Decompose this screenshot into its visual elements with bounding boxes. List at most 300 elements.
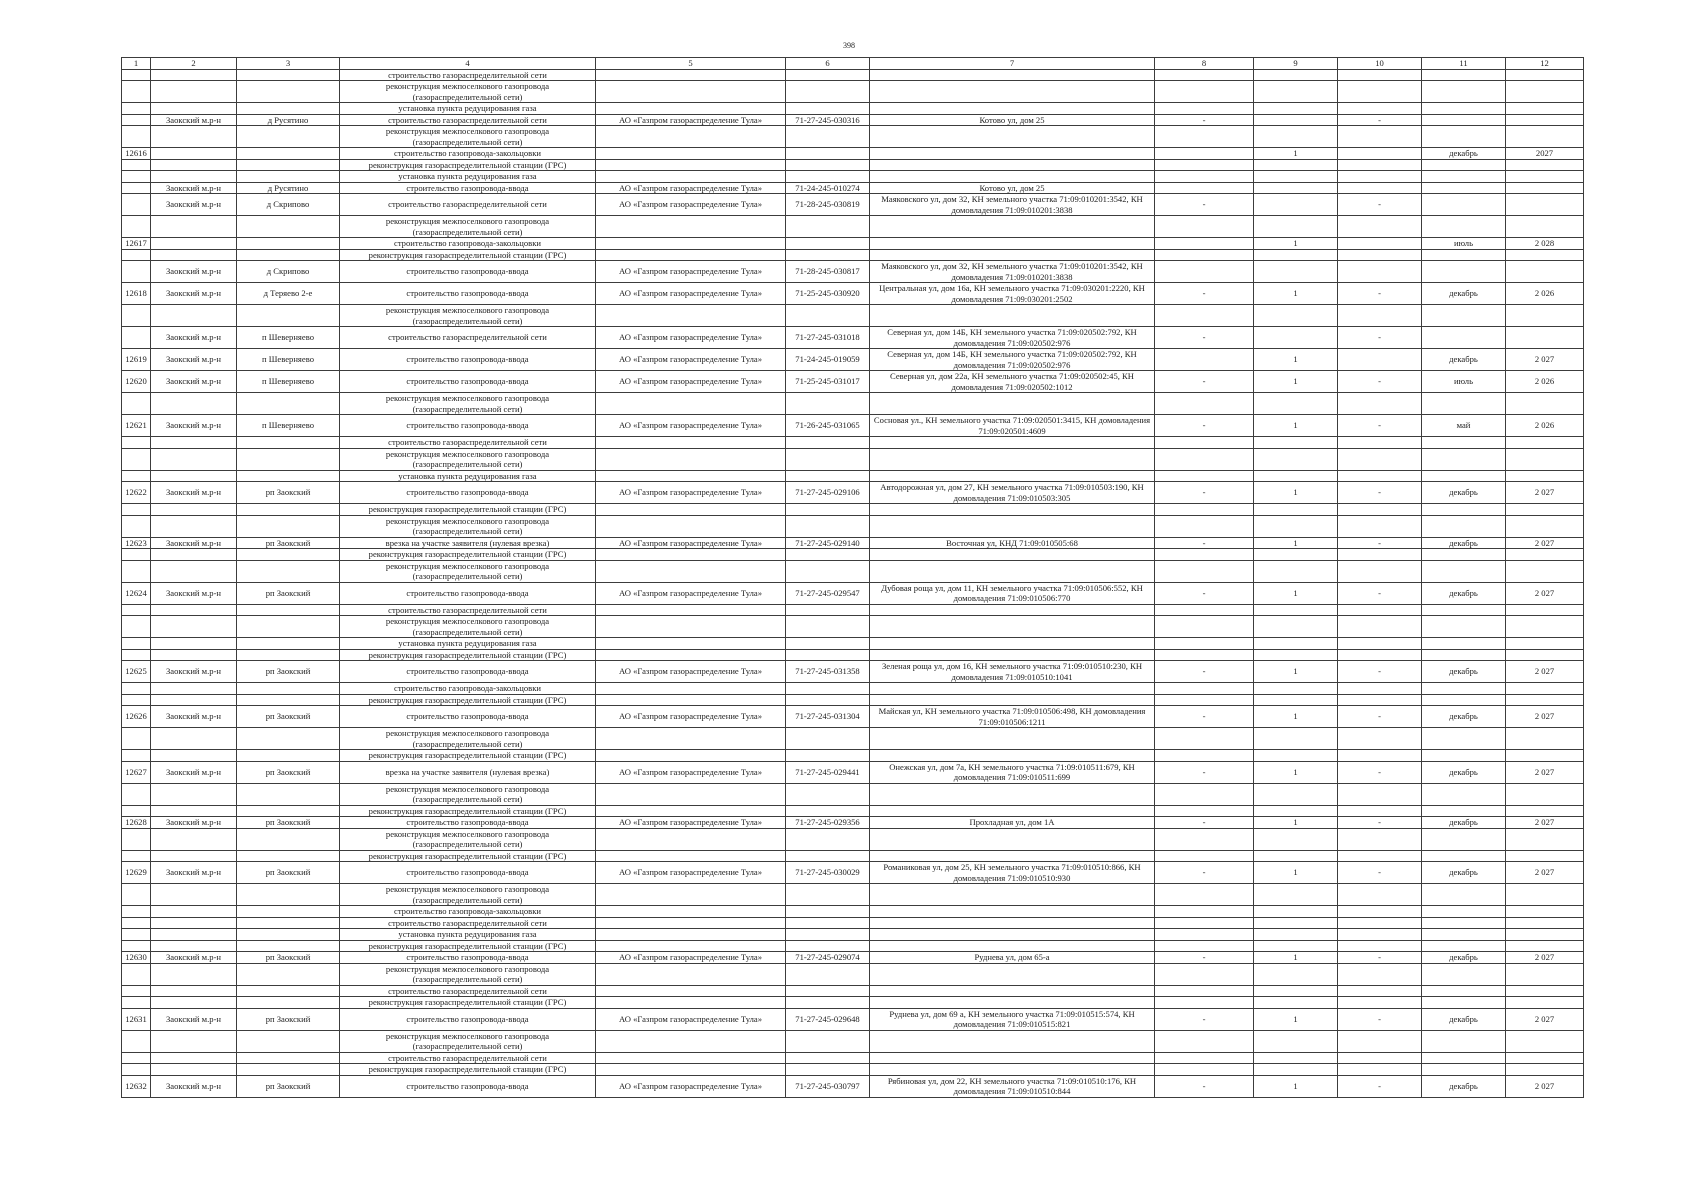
cell-district [151, 906, 237, 918]
cell-col-10 [1338, 1030, 1422, 1052]
cell-quantity [1254, 985, 1338, 997]
cell-col-8: - [1155, 1008, 1254, 1030]
cell-work-type: реконструкция межпоселкового газопровода (газораспределительной сети) [340, 216, 596, 238]
cell-application-number [786, 638, 870, 650]
cell-col-8 [1155, 349, 1254, 371]
cell-application-number: 71-24-245-010274 [786, 182, 870, 194]
cell-settlement: д Скрипово [237, 261, 340, 283]
table-row [122, 683, 1584, 695]
cell-address [870, 694, 1155, 706]
cell-application-number: 71-27-245-031358 [786, 661, 870, 683]
cell-quantity [1254, 929, 1338, 941]
cell-year [1506, 963, 1584, 985]
cell-organization [596, 305, 786, 327]
cell-settlement [237, 985, 340, 997]
cell-work-type: строительство газораспределительной сети [340, 604, 596, 616]
cell-year: 2 027 [1506, 537, 1584, 549]
cell-application-number [786, 126, 870, 148]
cell-application-number [786, 906, 870, 918]
cell-col-10 [1338, 238, 1422, 250]
cell-row-number [122, 604, 151, 616]
cell-col-10 [1338, 783, 1422, 805]
cell-year: 2 027 [1506, 817, 1584, 829]
cell-quantity: 1 [1254, 482, 1338, 504]
cell-organization [596, 985, 786, 997]
cell-col-8 [1155, 81, 1254, 103]
cell-month: июль [1422, 371, 1506, 393]
cell-row-number [122, 560, 151, 582]
cell-work-type: строительство газораспределительной сети [340, 327, 596, 349]
cell-col-8 [1155, 917, 1254, 929]
cell-month: декабрь [1422, 537, 1506, 549]
cell-application-number [786, 148, 870, 160]
cell-address [870, 649, 1155, 661]
table-row [122, 171, 1584, 183]
cell-organization: АО «Газпром газораспределение Тула» [596, 349, 786, 371]
cell-application-number [786, 171, 870, 183]
cell-settlement: рп Заокский [237, 706, 340, 728]
cell-settlement: рп Заокский [237, 1075, 340, 1097]
cell-district: Заокский м.р-н [151, 1075, 237, 1097]
cell-address [870, 750, 1155, 762]
cell-address: Майская ул, КН земельного участка 71:09:010506:498, КН домовладения 71:09:010506:1211 [870, 706, 1155, 728]
cell-month: декабрь [1422, 706, 1506, 728]
cell-year: 2 026 [1506, 371, 1584, 393]
cell-year [1506, 194, 1584, 216]
cell-col-8 [1155, 683, 1254, 695]
cell-row-number [122, 805, 151, 817]
cell-col-8 [1155, 305, 1254, 327]
table-row [122, 862, 1584, 884]
table-row [122, 194, 1584, 216]
cell-row-number [122, 683, 151, 695]
cell-col-8 [1155, 69, 1254, 81]
cell-col-8 [1155, 884, 1254, 906]
cell-application-number [786, 249, 870, 261]
cell-address [870, 216, 1155, 238]
cell-application-number [786, 103, 870, 115]
cell-address [870, 81, 1155, 103]
cell-row-number: 12616 [122, 148, 151, 160]
cell-quantity [1254, 850, 1338, 862]
cell-application-number: 71-27-245-029140 [786, 537, 870, 549]
cell-organization: АО «Газпром газораспределение Тула» [596, 862, 786, 884]
cell-work-type: строительство газопровода-ввода [340, 349, 596, 371]
cell-month [1422, 850, 1506, 862]
cell-application-number [786, 504, 870, 516]
cell-district: Заокский м.р-н [151, 194, 237, 216]
cell-district [151, 850, 237, 862]
cell-quantity: 1 [1254, 371, 1338, 393]
table-row [122, 604, 1584, 616]
cell-quantity [1254, 305, 1338, 327]
cell-district [151, 470, 237, 482]
cell-address [870, 616, 1155, 638]
cell-application-number: 71-27-245-029074 [786, 952, 870, 964]
cell-application-number [786, 997, 870, 1009]
cell-year [1506, 750, 1584, 762]
cell-settlement: рп Заокский [237, 952, 340, 964]
cell-work-type: строительство газопровода-ввода [340, 482, 596, 504]
cell-work-type: строительство газопровода-закольцовки [340, 148, 596, 160]
cell-address [870, 997, 1155, 1009]
cell-year [1506, 1052, 1584, 1064]
cell-application-number: 71-27-245-029547 [786, 582, 870, 604]
cell-row-number: 12631 [122, 1008, 151, 1030]
cell-col-8: - [1155, 817, 1254, 829]
cell-year: 2 028 [1506, 238, 1584, 250]
cell-month [1422, 114, 1506, 126]
cell-application-number [786, 929, 870, 941]
table-row [122, 261, 1584, 283]
cell-col-10 [1338, 182, 1422, 194]
cell-month [1422, 560, 1506, 582]
cell-year: 2 027 [1506, 1008, 1584, 1030]
cell-col-10 [1338, 805, 1422, 817]
cell-col-8 [1155, 238, 1254, 250]
cell-address [870, 929, 1155, 941]
cell-work-type: реконструкция газораспределительной станции (ГРС) [340, 649, 596, 661]
cell-col-10 [1338, 305, 1422, 327]
cell-address [870, 850, 1155, 862]
cell-col-8 [1155, 929, 1254, 941]
table-row [122, 283, 1584, 305]
cell-district [151, 171, 237, 183]
cell-col-10: - [1338, 415, 1422, 437]
table-row [122, 750, 1584, 762]
cell-quantity [1254, 327, 1338, 349]
cell-organization: АО «Газпром газораспределение Тула» [596, 952, 786, 964]
cell-address: Котово ул, дом 25 [870, 114, 1155, 126]
cell-year: 2 027 [1506, 582, 1584, 604]
cell-work-type: строительство газопровода-закольцовки [340, 906, 596, 918]
cell-address [870, 940, 1155, 952]
cell-month [1422, 305, 1506, 327]
cell-quantity: 1 [1254, 415, 1338, 437]
cell-address [870, 238, 1155, 250]
cell-month [1422, 470, 1506, 482]
cell-settlement: д Русятино [237, 114, 340, 126]
cell-month [1422, 81, 1506, 103]
cell-settlement [237, 1064, 340, 1076]
cell-col-8 [1155, 182, 1254, 194]
cell-district [151, 1064, 237, 1076]
cell-district [151, 985, 237, 997]
table-row [122, 349, 1584, 371]
cell-work-type: строительство газопровода-ввода [340, 862, 596, 884]
cell-application-number [786, 549, 870, 561]
cell-work-type: реконструкция газораспределительной станции (ГРС) [340, 249, 596, 261]
cell-quantity [1254, 750, 1338, 762]
cell-quantity: 1 [1254, 706, 1338, 728]
cell-col-8: - [1155, 114, 1254, 126]
cell-settlement [237, 1052, 340, 1064]
table-row [122, 103, 1584, 115]
cell-col-8 [1155, 437, 1254, 449]
cell-quantity [1254, 216, 1338, 238]
cell-work-type: строительство газопровода-ввода [340, 1075, 596, 1097]
table-row [122, 305, 1584, 327]
cell-year [1506, 504, 1584, 516]
cell-work-type: установка пункта редуцирования газа [340, 929, 596, 941]
cell-organization [596, 448, 786, 470]
cell-organization [596, 69, 786, 81]
cell-col-8 [1155, 261, 1254, 283]
column-header: 11 [1422, 58, 1506, 70]
cell-quantity [1254, 1064, 1338, 1076]
cell-address [870, 126, 1155, 148]
cell-work-type: строительство газопровода-ввода [340, 1008, 596, 1030]
cell-organization [596, 171, 786, 183]
cell-col-8 [1155, 470, 1254, 482]
cell-district: Заокский м.р-н [151, 952, 237, 964]
cell-row-number [122, 126, 151, 148]
cell-organization [596, 1052, 786, 1064]
cell-quantity [1254, 194, 1338, 216]
cell-settlement [237, 470, 340, 482]
cell-settlement [237, 963, 340, 985]
cell-address: Романиковая ул, дом 25, КН земельного участка 71:09:010510:866, КН домовладения 71:09:010510:930 [870, 862, 1155, 884]
cell-settlement [237, 126, 340, 148]
cell-address: Маяковского ул, дом 32, КН земельного участка 71:09:010201:3542, КН домовладения 71:09:010201:3838 [870, 194, 1155, 216]
cell-month [1422, 1052, 1506, 1064]
cell-col-10 [1338, 1064, 1422, 1076]
cell-settlement [237, 783, 340, 805]
cell-work-type: строительство газопровода-ввода [340, 182, 596, 194]
cell-month [1422, 828, 1506, 850]
cell-address: Северная ул, дом 14Б, КН земельного участка 71:09:020502:792, КН домовладения 71:09:020502:976 [870, 327, 1155, 349]
cell-quantity [1254, 638, 1338, 650]
cell-district [151, 638, 237, 650]
cell-year [1506, 850, 1584, 862]
cell-col-10: - [1338, 1008, 1422, 1030]
cell-row-number [122, 261, 151, 283]
cell-settlement [237, 906, 340, 918]
table-row [122, 706, 1584, 728]
cell-organization [596, 437, 786, 449]
cell-col-10: - [1338, 283, 1422, 305]
cell-organization [596, 728, 786, 750]
cell-month: декабрь [1422, 862, 1506, 884]
cell-year [1506, 728, 1584, 750]
table-row [122, 917, 1584, 929]
cell-month [1422, 917, 1506, 929]
cell-col-8 [1155, 549, 1254, 561]
cell-application-number [786, 560, 870, 582]
cell-month [1422, 249, 1506, 261]
cell-work-type: реконструкция межпоселкового газопровода (газораспределительной сети) [340, 963, 596, 985]
cell-col-10 [1338, 560, 1422, 582]
cell-quantity: 1 [1254, 283, 1338, 305]
cell-organization: АО «Газпром газораспределение Тула» [596, 182, 786, 194]
cell-quantity [1254, 1052, 1338, 1064]
cell-row-number [122, 103, 151, 115]
cell-col-8 [1155, 649, 1254, 661]
cell-organization: АО «Газпром газораспределение Тула» [596, 817, 786, 829]
cell-organization: АО «Газпром газораспределение Тула» [596, 761, 786, 783]
cell-address [870, 448, 1155, 470]
cell-col-10 [1338, 216, 1422, 238]
cell-year [1506, 917, 1584, 929]
cell-month [1422, 393, 1506, 415]
cell-year [1506, 549, 1584, 561]
table-row [122, 537, 1584, 549]
cell-work-type: реконструкция газораспределительной станции (ГРС) [340, 997, 596, 1009]
cell-address [870, 728, 1155, 750]
cell-settlement [237, 549, 340, 561]
cell-district [151, 393, 237, 415]
cell-col-8: - [1155, 661, 1254, 683]
cell-quantity: 1 [1254, 661, 1338, 683]
cell-district [151, 940, 237, 952]
cell-quantity [1254, 694, 1338, 706]
cell-district [151, 515, 237, 537]
cell-work-type: строительство газораспределительной сети [340, 917, 596, 929]
table-row [122, 761, 1584, 783]
cell-district [151, 929, 237, 941]
cell-month [1422, 884, 1506, 906]
cell-settlement [237, 69, 340, 81]
cell-settlement [237, 604, 340, 616]
cell-month [1422, 638, 1506, 650]
cell-work-type: строительство газопровода-ввода [340, 661, 596, 683]
cell-district [151, 997, 237, 1009]
cell-application-number [786, 783, 870, 805]
cell-district [151, 504, 237, 516]
table-row [122, 182, 1584, 194]
table-row [122, 694, 1584, 706]
cell-organization: АО «Газпром газораспределение Тула» [596, 327, 786, 349]
cell-col-10 [1338, 69, 1422, 81]
cell-settlement: рп Заокский [237, 537, 340, 549]
cell-row-number: 12624 [122, 582, 151, 604]
cell-year [1506, 683, 1584, 695]
cell-col-10 [1338, 906, 1422, 918]
cell-col-8 [1155, 393, 1254, 415]
cell-row-number [122, 750, 151, 762]
cell-quantity [1254, 649, 1338, 661]
cell-application-number [786, 604, 870, 616]
cell-address: Маяковского ул, дом 32, КН земельного участка 71:09:010201:3542, КН домовладения 71:09:010201:3838 [870, 261, 1155, 283]
cell-quantity [1254, 171, 1338, 183]
cell-address [870, 470, 1155, 482]
cell-col-8 [1155, 750, 1254, 762]
cell-settlement [237, 616, 340, 638]
cell-quantity [1254, 470, 1338, 482]
cell-col-10 [1338, 437, 1422, 449]
cell-work-type: реконструкция газораспределительной станции (ГРС) [340, 850, 596, 862]
table-row [122, 148, 1584, 160]
cell-organization [596, 238, 786, 250]
cell-organization: АО «Газпром газораспределение Тула» [596, 537, 786, 549]
cell-col-8: - [1155, 327, 1254, 349]
cell-quantity: 1 [1254, 1075, 1338, 1097]
cell-quantity [1254, 728, 1338, 750]
cell-col-10: - [1338, 537, 1422, 549]
table-row [122, 1052, 1584, 1064]
cell-application-number [786, 750, 870, 762]
cell-col-10 [1338, 694, 1422, 706]
cell-work-type: установка пункта редуцирования газа [340, 470, 596, 482]
cell-settlement [237, 694, 340, 706]
cell-district [151, 81, 237, 103]
cell-col-10 [1338, 393, 1422, 415]
cell-district [151, 560, 237, 582]
cell-col-10 [1338, 1052, 1422, 1064]
cell-work-type: строительство газопровода-ввода [340, 261, 596, 283]
cell-quantity [1254, 126, 1338, 148]
cell-row-number: 12627 [122, 761, 151, 783]
cell-district [151, 249, 237, 261]
cell-row-number [122, 437, 151, 449]
cell-row-number: 12625 [122, 661, 151, 683]
table-row [122, 515, 1584, 537]
cell-quantity [1254, 683, 1338, 695]
cell-settlement [237, 515, 340, 537]
cell-col-10: - [1338, 327, 1422, 349]
cell-work-type: реконструкция межпоселкового газопровода (газораспределительной сети) [340, 126, 596, 148]
cell-application-number [786, 850, 870, 862]
cell-col-8 [1155, 906, 1254, 918]
cell-address [870, 171, 1155, 183]
cell-year: 2 027 [1506, 952, 1584, 964]
cell-row-number [122, 929, 151, 941]
cell-month [1422, 171, 1506, 183]
cell-address: Руднева ул, дом 69 а, КН земельного участка 71:09:010515:574, КН домовладения 71:09:010515:821 [870, 1008, 1155, 1030]
table-row [122, 549, 1584, 561]
table-row [122, 985, 1584, 997]
cell-address [870, 1030, 1155, 1052]
cell-organization [596, 997, 786, 1009]
cell-district [151, 437, 237, 449]
cell-application-number [786, 940, 870, 952]
table-row [122, 238, 1584, 250]
table-row [122, 906, 1584, 918]
cell-col-10 [1338, 728, 1422, 750]
cell-month [1422, 1064, 1506, 1076]
cell-work-type: реконструкция межпоселкового газопровода (газораспределительной сети) [340, 560, 596, 582]
cell-row-number [122, 171, 151, 183]
cell-address [870, 148, 1155, 160]
cell-district: Заокский м.р-н [151, 482, 237, 504]
cell-month: декабрь [1422, 952, 1506, 964]
cell-work-type: реконструкция межпоселкового газопровода (газораспределительной сети) [340, 1030, 596, 1052]
cell-district [151, 216, 237, 238]
cell-district [151, 683, 237, 695]
cell-settlement [237, 171, 340, 183]
cell-organization [596, 929, 786, 941]
cell-application-number: 71-27-245-029106 [786, 482, 870, 504]
table-row [122, 126, 1584, 148]
cell-year [1506, 159, 1584, 171]
cell-year [1506, 906, 1584, 918]
cell-quantity: 1 [1254, 761, 1338, 783]
cell-col-8 [1155, 850, 1254, 862]
cell-work-type: врезка на участке заявителя (нулевая врезка) [340, 761, 596, 783]
cell-address: Котово ул, дом 25 [870, 182, 1155, 194]
cell-district [151, 1052, 237, 1064]
cell-row-number [122, 850, 151, 862]
table-row [122, 649, 1584, 661]
cell-organization [596, 638, 786, 650]
cell-quantity [1254, 81, 1338, 103]
cell-organization [596, 750, 786, 762]
cell-settlement [237, 148, 340, 160]
cell-settlement: д Теряево 2-е [237, 283, 340, 305]
cell-year: 2 027 [1506, 1075, 1584, 1097]
cell-col-8 [1155, 448, 1254, 470]
cell-district [151, 549, 237, 561]
